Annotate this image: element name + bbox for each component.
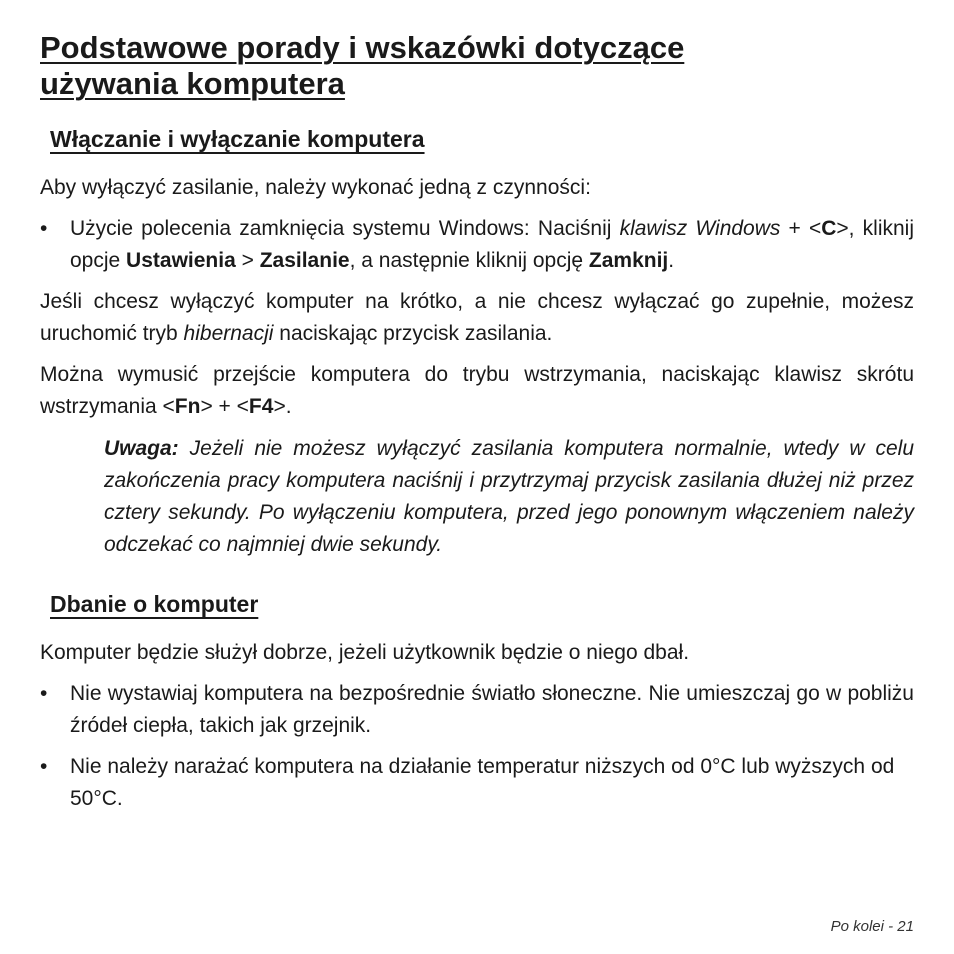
text-run-italic: klawisz Windows: [619, 217, 781, 240]
text-run: >.: [273, 395, 292, 418]
list-item: [40, 213, 914, 277]
power-intro-paragraph: Aby wyłączyć zasilanie, należy wykonać jedną z czynności:: [40, 176, 591, 199]
text-run-italic: hibernacji: [183, 322, 274, 345]
list-item: [40, 751, 914, 815]
text-run: naciskając przycisk zasilania.: [273, 322, 553, 345]
page-title: [40, 30, 914, 102]
sleep-paragraph: [40, 359, 914, 423]
text-run: Można wymusić przejście komputera do trybu wstrzymania, naciskając klawisz skrótu wstrzymania <: [40, 363, 914, 418]
power-bullet-list: [40, 213, 914, 277]
bullet-icon: •: [40, 217, 48, 240]
note-text: Jeżeli nie możesz wyłączyć zasilania komputera normalnie, wtedy w celu zakończenia pracy komputera naciśnij i przytrzymaj przycisk zasilania dłużej niż przez cztery sekundy. Po wyłączeniu komputera, przed jego ponownym włączeniem należy odczekać co najmniej dwie sekundy.: [104, 437, 914, 556]
menu-option: Zasilanie: [259, 249, 350, 272]
text-run: Nie wystawiaj komputera na bezpośrednie światło słoneczne. Nie umieszczaj go w pobliżu źródeł ciepła, takich jak grzejnik.: [70, 682, 914, 737]
care-intro-paragraph: Komputer będzie służył dobrze, jeżeli użytkownik będzie o niego dbał.: [40, 641, 690, 664]
text-run: >, kliknij opcje: [70, 217, 914, 272]
list-item: [40, 678, 914, 742]
section-heading-care: Dbanie o komputer: [50, 591, 259, 617]
hibernate-paragraph: [40, 286, 914, 350]
text-run: Nie należy narażać komputera na działanie temperatur niższych od 0°C lub wyższych od 50°C.: [70, 755, 895, 810]
bullet-icon: •: [40, 682, 48, 705]
key-name: Fn: [174, 395, 201, 418]
bullet-icon: •: [40, 755, 48, 778]
text-run: + <: [780, 217, 822, 240]
text-run: >: [235, 249, 260, 272]
text-run: > + <: [200, 395, 249, 418]
text-run: Użycie polecenia zamknięcia systemu Windows: Naciśnij: [70, 217, 620, 240]
key-name: C: [821, 217, 837, 240]
section-heading-power: Włączanie i wyłączanie komputera: [50, 126, 425, 152]
page-footer: Po kolei - 21: [830, 918, 914, 935]
care-bullet-list: [40, 678, 914, 815]
key-name: F4: [248, 395, 274, 418]
text-run: .: [668, 249, 675, 272]
page-title-line2: używania komputera: [40, 66, 345, 101]
text-run: , a następnie kliknij opcję: [349, 249, 589, 272]
document-page: [40, 30, 914, 815]
menu-option: Zamknij: [588, 249, 669, 272]
page-title-line1: Podstawowe porady i wskazówki dotyczące: [40, 30, 685, 65]
text-run: Jeśli chcesz wyłączyć komputer na krótko, a nie chcesz wyłączać go zupełnie, możesz uruchomić tryb: [40, 290, 914, 345]
menu-option: Ustawienia: [126, 249, 236, 272]
note-label: Uwaga:: [104, 437, 179, 460]
note-paragraph: [104, 433, 914, 561]
